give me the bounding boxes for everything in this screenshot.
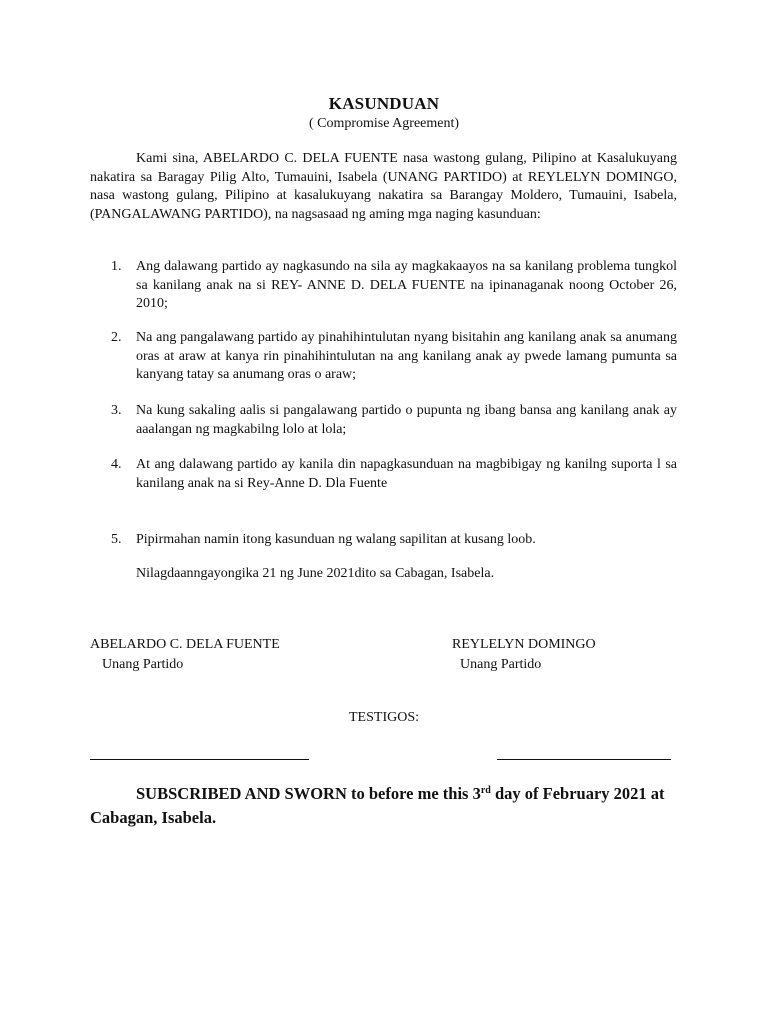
signatory-role: Unang Partido [102, 657, 184, 672]
list-item-text: Na ang pangalawang partido ay pinahihintulutan nyang bisitahin ang kanilang anak sa anumang oras at araw at kanya rin pinahihintulutan na ang kanilang anak ay pwede lamang pumunta sa kanyang tatay sa anumang oras o araw; [136, 330, 677, 383]
intro-paragraph: Kami sina, ABELARDO C. DELA FUENTE nasa wastong gulang, Pilipino at Kasalukuyang nakatira sa Baragay Pilig Alto, Tumauini, Isabela (UNANG PARTIDO) at REYLELYN DOMINGO, nasa wastong gulang, Pilipino at kasalukuyang nakatira sa Barangay Moldero, Tumauini, Isabela, (PANGALAWANG PARTIDO), na nagsasaad ng aming mga naging kasunduan: [90, 151, 677, 222]
jurat-paragraph [90, 782, 677, 830]
witness-signature-line [90, 759, 309, 760]
list-item [90, 456, 677, 493]
signing-dateline: Nilagdaanngayongika 21 ng June 2021dito sa Cabagan, Isabela. [136, 566, 495, 581]
jurat-ordinal-suffix: rd [480, 785, 491, 796]
jurat-text-a: to before me this 3 [346, 784, 481, 803]
witness-heading: TESTIGOS: [349, 710, 419, 725]
signatory-name: REYLELYN DOMINGO [452, 637, 596, 652]
list-item [90, 531, 677, 550]
list-item-number: 1. [111, 259, 122, 274]
list-item-number: 4. [111, 457, 122, 472]
list-item-number: 5. [111, 532, 122, 547]
signatory-role: Unang Partido [460, 657, 542, 672]
list-item-text: At ang dalawang partido ay kanila din napagkasunduan na magbibigay ng kanilng suporta l sa kanilang anak na si Rey-Anne D. Dla Fuente [136, 457, 677, 491]
list-item-text: Ang dalawang partido ay nagkasundo na sila ay magkakaayos na sa kanilang problema tungkol sa kanilang anak na si REY- ANNE D. DELA FUENTE na ipinanaganak noong October 26, 2010; [136, 259, 677, 312]
witness-signature-line [497, 759, 671, 760]
jurat-text-b: day of February 2021 at Cabagan, Isabela. [90, 784, 665, 827]
list-item [90, 402, 677, 439]
signatory-name: ABELARDO C. DELA FUENTE [90, 637, 280, 652]
list-item [90, 329, 677, 385]
jurat-lead: SUBSCRIBED AND SWORN [136, 784, 347, 803]
list-item-text: Na kung sakaling aalis si pangalawang partido o pupunta ng ibang bansa ang kanilang anak ay aaalangan ng magkabilng lolo at lola; [136, 403, 677, 437]
list-item-number: 2. [111, 330, 122, 345]
document-subtitle: ( Compromise Agreement) [308, 116, 460, 131]
list-item-text: Pipirmahan namin itong kasunduan ng walang sapilitan at kusang loob. [136, 532, 536, 547]
document-title: KASUNDUAN [328, 94, 440, 113]
list-item-number: 3. [111, 403, 122, 418]
list-item [90, 258, 677, 314]
